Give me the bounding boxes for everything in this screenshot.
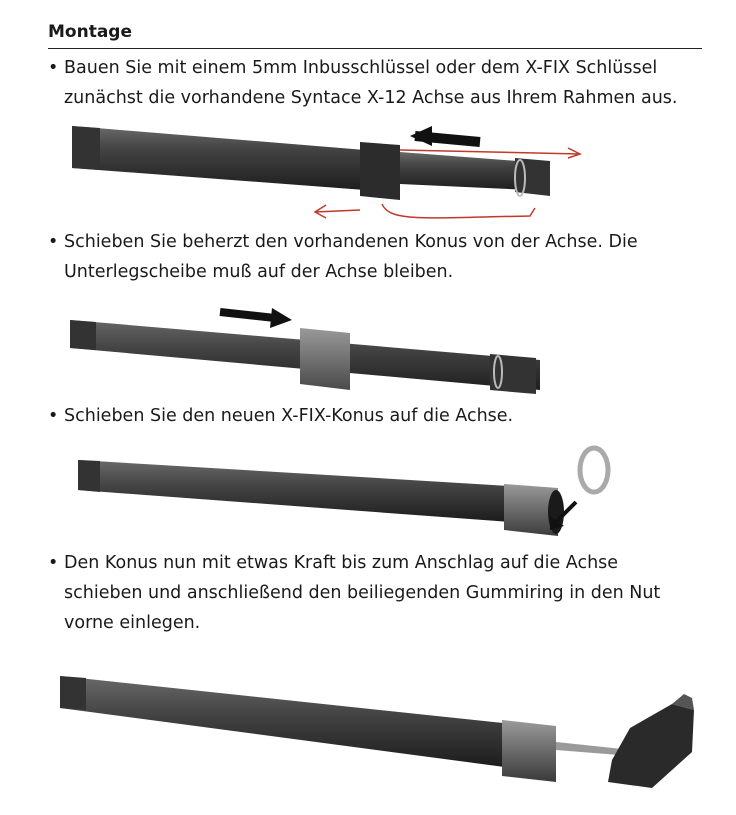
bullet-marker: •	[48, 58, 59, 78]
step-4-line-3: vorne einlegen.	[64, 613, 201, 633]
step-3	[48, 401, 708, 431]
figure-new-cone	[70, 438, 630, 548]
step-3-line-1: Schieben Sie den neuen X-FIX-Konus auf die Achse.	[64, 406, 514, 426]
step-4	[48, 548, 708, 638]
step-4-line-2: schieben und anschließend den beiliegenden Gummiring in den Nut	[64, 583, 661, 603]
figure-cone-slide-off	[60, 298, 560, 398]
step-2-line-1: Schieben Sie beherzt den vorhandenen Konus von der Achse. Die	[64, 232, 638, 252]
bullet-marker: •	[48, 232, 59, 252]
figure-assembled-axle	[52, 664, 712, 794]
step-2	[48, 227, 708, 287]
step-1-line-1: Bauen Sie mit einem 5mm Inbusschlüssel oder dem X-FIX Schlüssel	[64, 58, 658, 78]
bullet-marker: •	[48, 553, 59, 573]
bullet-marker: •	[48, 406, 59, 426]
step-2-line-2: Unterlegscheibe muß auf der Achse bleiben.	[64, 262, 454, 282]
step-1-line-2: zunächst die vorhandene Syntace X-12 Achse aus Ihrem Rahmen aus.	[64, 88, 678, 108]
figure-axle-removal	[60, 112, 600, 232]
heading-divider	[48, 48, 702, 49]
step-1	[48, 53, 708, 113]
step-4-line-1: Den Konus nun mit etwas Kraft bis zum Anschlag auf die Achse	[64, 553, 619, 573]
section-heading: Montage	[48, 22, 132, 42]
